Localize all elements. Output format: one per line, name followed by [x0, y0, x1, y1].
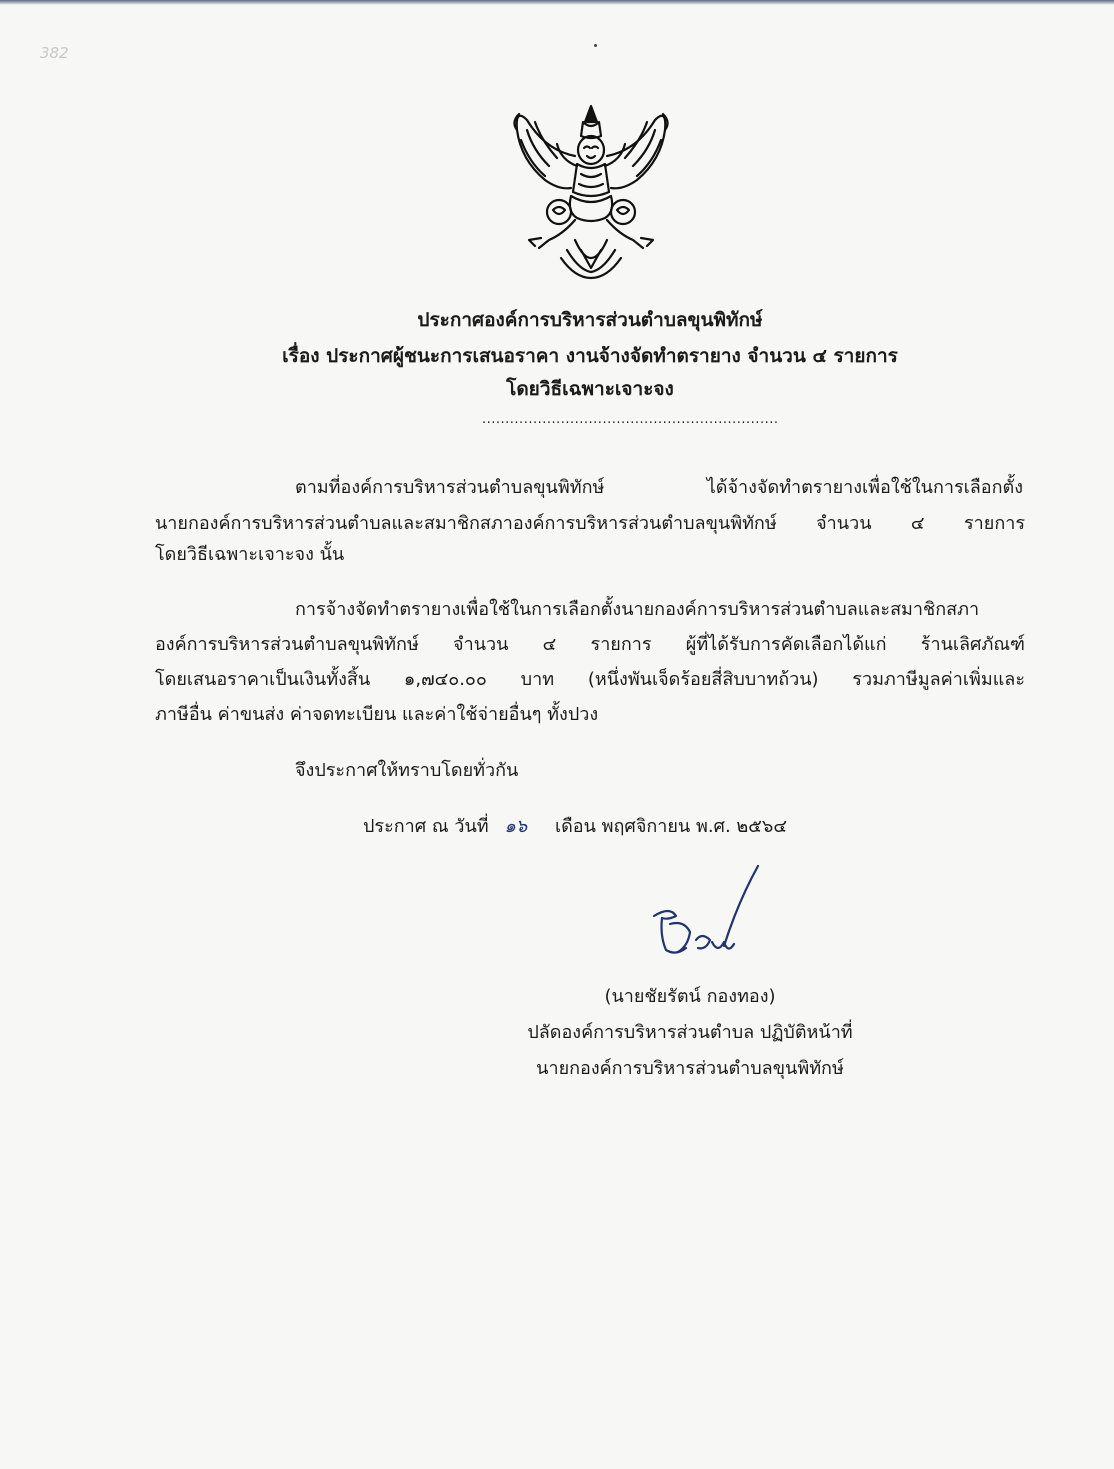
paragraph-1-line-2: นายกองค์การบริหารส่วนตำบลและสมาชิกสภาองค์การบริหารส่วนตำบลขุนพิทักษ์ จำนวน ๔ รายการ [155, 513, 1025, 534]
date-month-year: เดือน พฤศจิกายน พ.ศ. ๒๕๖๔ [554, 816, 787, 837]
date-prefix: ประกาศ ณ วันที่ [363, 816, 489, 837]
signatory-position-1: ปลัดองค์การบริหารส่วนตำบล ปฏิบัติหน้าที่ [527, 1022, 853, 1043]
paragraph-1-line-1: ตามที่องค์การบริหารส่วนตำบลขุนพิทักษ์ ได้จ้างจัดทำตรายางเพื่อใช้ในการเลือกตั้ง [295, 477, 1023, 498]
announcement-date [363, 815, 787, 839]
handwritten-signature-icon [640, 862, 770, 967]
title-line-1: ประกาศองค์การบริหารส่วนตำบลขุนพิทักษ์ [417, 309, 763, 331]
signatory-position-2: นายกองค์การบริหารส่วนตำบลขุนพิทักษ์ [536, 1058, 844, 1079]
margin-note: 382 [40, 44, 69, 62]
signatory-name: (นายชัยรัตน์ กองทอง) [604, 986, 776, 1007]
closing-statement: จึงประกาศให้ทราบโดยทั่วกัน [295, 760, 519, 781]
title-line-3: โดยวิธีเฉพาะเจาะจง [506, 378, 674, 400]
title-line-2: เรื่อง ประกาศผู้ชนะการเสนอราคา งานจ้างจัดทำตรายาง จำนวน ๔ รายการ [282, 345, 898, 367]
paragraph-2-line-4: ภาษีอื่น ค่าขนส่ง ค่าจดทะเบียน และค่าใช้จ่ายอื่นๆ ทั้งปวง [155, 704, 599, 725]
paragraph-2-line-3: โดยเสนอราคาเป็นเงินทั้งสิ้น ๑,๗๔๐.๐๐ บาท (หนึ่งพันเจ็ดร้อยสี่สิบบาทถ้วน) รวมภาษีมูลค่าเพิ่มและ [155, 669, 1025, 690]
paragraph-2-line-2: องค์การบริหารส่วนตำบลขุนพิทักษ์ จำนวน ๔ รายการ ผู้ที่ได้รับการคัดเลือกได้แก่ ร้านเลิศภัณฑ์ [155, 634, 1025, 655]
title-divider: ................................................................ [482, 412, 779, 427]
scan-speck [594, 44, 597, 47]
scan-top-edge [0, 0, 1114, 5]
garuda-emblem-icon [505, 100, 677, 280]
paragraph-1-line-3: โดยวิธีเฉพาะเจาะจง นั้น [155, 544, 345, 565]
paragraph-2-line-1: การจ้างจัดทำตรายางเพื่อใช้ในการเลือกตั้งนายกองค์การบริหารส่วนตำบลและสมาชิกสภา [295, 599, 980, 620]
date-day-handwritten: ๑๖ [504, 816, 528, 837]
